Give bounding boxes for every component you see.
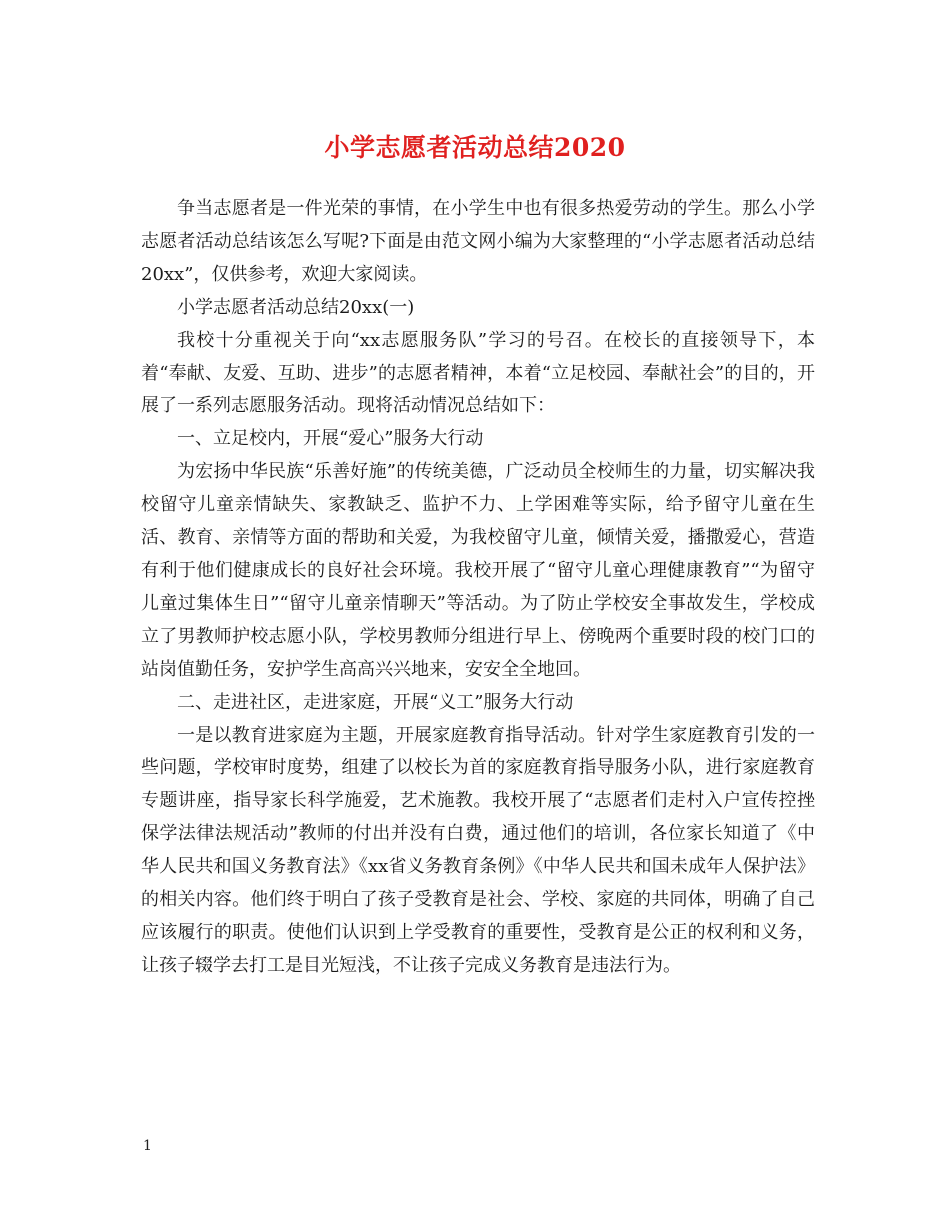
document-title: 小学志愿者活动总结2020 [324,133,626,162]
paragraph-overview: 我校十分重视关于向“xx志愿服务队”学习的号召。在校长的直接领导下，本着“奉献、友爱、互助、进步”的志愿者精神，本着“立足校园、奉献社会”的目的，开展了一系列志愿服务活动。现将活动情况总结如下： [141,329,815,417]
document-body [141,193,815,983]
page-number: 1 [143,1138,152,1154]
section-heading-1: 一、立足校内，开展“爱心”服务大行动 [177,428,484,450]
paragraph-section-1: 为宏扬中华民族“乐善好施”的传统美德，广泛动员全校师生的力量，切实解决我校留守儿童亲情缺失、家教缺乏、监护不力、上学困难等实际，给予留守儿童在生活、教育、亲情等方面的帮助和关爱，为我校留守儿童，倾情关爱，播撒爱心，营造有利于他们健康成长的良好社会环境。我校开展了“留守儿童心理健康教育”“为留守儿童过集体生日”“留守儿童亲情聊天”等活动。为了防止学校安全事故发生，学校成立了男教师护校志愿小队，学校男教师分组进行早上、傍晚两个重要时段的校门口的站岗值勤任务，安护学生高高兴兴地来，安安全全地回。 [141,461,815,680]
paragraph-section-2: 一是以教育进家庭为主题，开展家庭教育指导活动。针对学生家庭教育引发的一些问题，学校审时度势，组建了以校长为首的家庭教育指导服务小队，进行家庭教育专题讲座，指导家长科学施爱，艺术施教。我校开展了“志愿者们走村入户宣传控挫保学法律法规活动”教师的付出并没有白费，通过他们的培训，各位家长知道了《中华人民共和国义务教育法》《xx省义务教育条例》《中华人民共和国未成年人保护法》的相关内容。他们终于明白了孩子受教育是社会、学校、家庭的共同体，明确了自己应该履行的职责。使他们认识到上学受教育的重要性，受教育是公正的权利和义务，让孩子辍学去打工是目光短浅，不让孩子完成义务教育是违法行为。 [141,724,815,976]
section-heading-part-one: 小学志愿者活动总结20xx(一) [177,296,415,318]
section-heading-2: 二、走进社区，走进家庭，开展“义工”服务大行动 [177,691,574,713]
paragraph-intro: 争当志愿者是一件光荣的事情，在小学生中也有很多热爱劳动的学生。那么小学志愿者活动总结该怎么写呢?下面是由范文网小编为大家整理的“小学志愿者活动总结20xx”，仅供参考，欢迎大家阅读。 [141,198,815,285]
